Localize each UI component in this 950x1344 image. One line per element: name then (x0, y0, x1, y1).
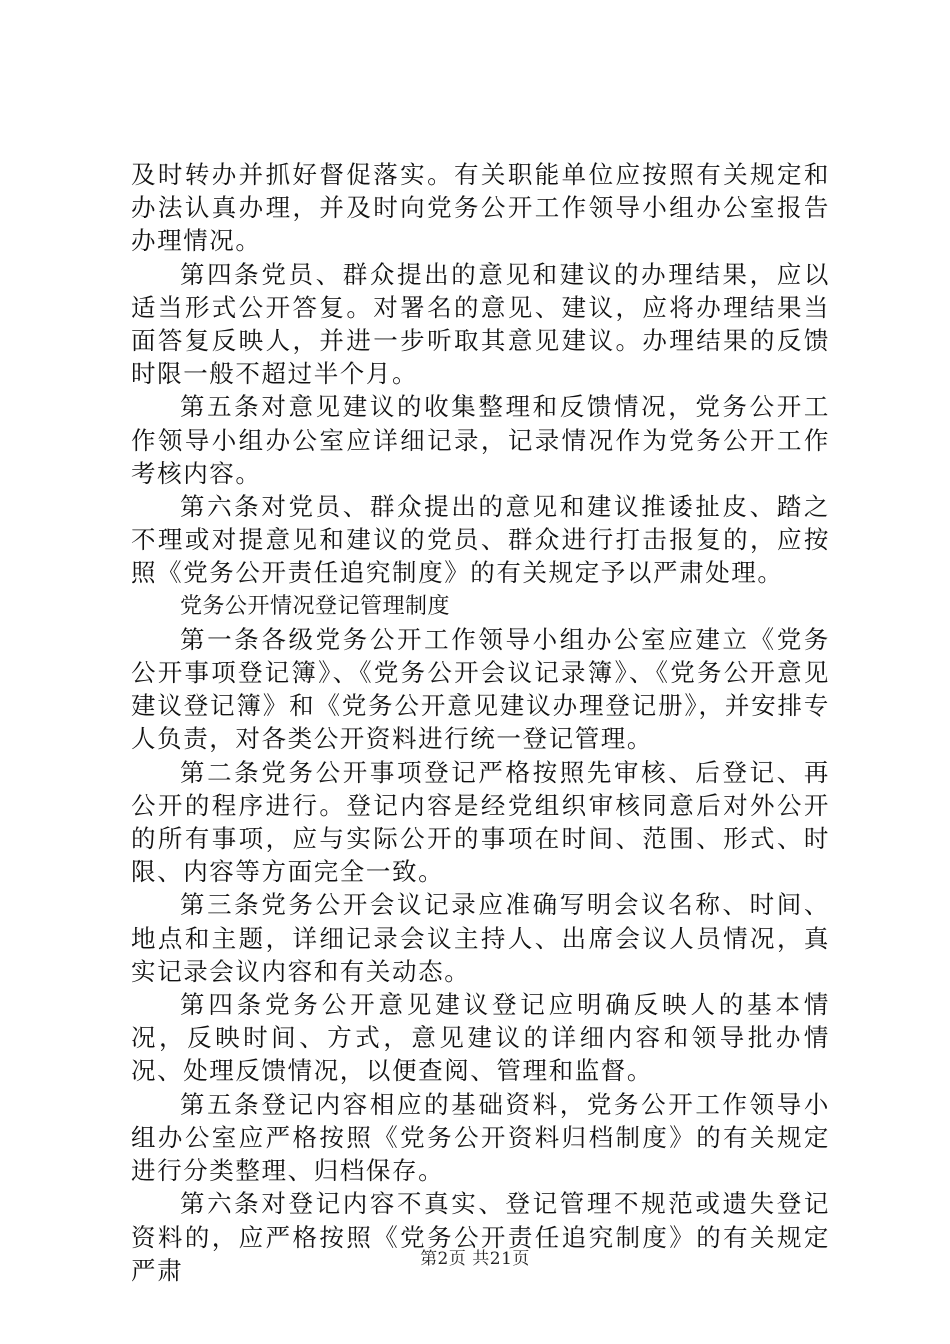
paragraph-article-4: 第四条党员、群众提出的意见和建议的办理结果，应以适当形式公开答复。对署名的意见、建议，应将办理结果当面答复反映人，并进一步听取其意见建议。办理结果的反馈时限一般不超过半个月。 (131, 259, 830, 389)
section-heading: 党务公开情况登记管理制度 (180, 593, 451, 619)
page-number-footer: 第2页 共21页 (420, 1249, 530, 1269)
paragraph-article-2: 第二条党务公开事项登记严格按照先审核、后登记、再公开的程序进行。登记内容是经党组织审核同意后对外公开的所有事项，应与实际公开的事项在时间、范围、形式、时限、内容等方面完全一致。 (131, 757, 830, 887)
document-body (131, 158, 830, 1287)
paragraph-article-3: 第三条党务公开会议记录应准确写明会议名称、时间、地点和主题，详细记录会议主持人、出席会议人员情况，真实记录会议内容和有关动态。 (131, 890, 830, 986)
paragraph-article-1: 第一条各级党务公开工作领导小组办公室应建立《党务公开事项登记簿》、《党务公开会议记录簿》、《党务公开意见建议登记簿》和《党务公开意见建议办理登记册》，并安排专人负责，对各类公开资料进行统一登记管理。 (131, 624, 830, 754)
paragraph-article-6b: 第六条对登记内容不真实、登记管理不规范或遗失登记资料的，应严格按照《党务公开责任追究制度》的有关规定严肃 (131, 1189, 830, 1285)
paragraph-article-5: 第五条对意见建议的收集整理和反馈情况，党务公开工作领导小组办公室应详细记录，记录情况作为党务公开工作考核内容。 (131, 392, 830, 488)
paragraph-article-4b: 第四条党务公开意见建议登记应明确反映人的基本情况，反映时间、方式，意见建议的详细内容和领导批办情况、处理反馈情况，以便查阅、管理和监督。 (131, 990, 830, 1086)
paragraph-article-6: 第六条对党员、群众提出的意见和建议推诿扯皮、踏之不理或对提意见和建议的党员、群众进行打击报复的，应按照《党务公开责任追究制度》的有关规定予以严肃处理。 (131, 492, 830, 588)
paragraph-article-5b: 第五条登记内容相应的基础资料，党务公开工作领导小组办公室应严格按照《党务公开资料归档制度》的有关规定进行分类整理、归档保存。 (131, 1089, 830, 1186)
paragraph-continuation: 及时转办并抓好督促落实。有关职能单位应按照有关规定和办法认真办理，并及时向党务公开工作领导小组办公室报告办理情况。 (131, 160, 830, 256)
